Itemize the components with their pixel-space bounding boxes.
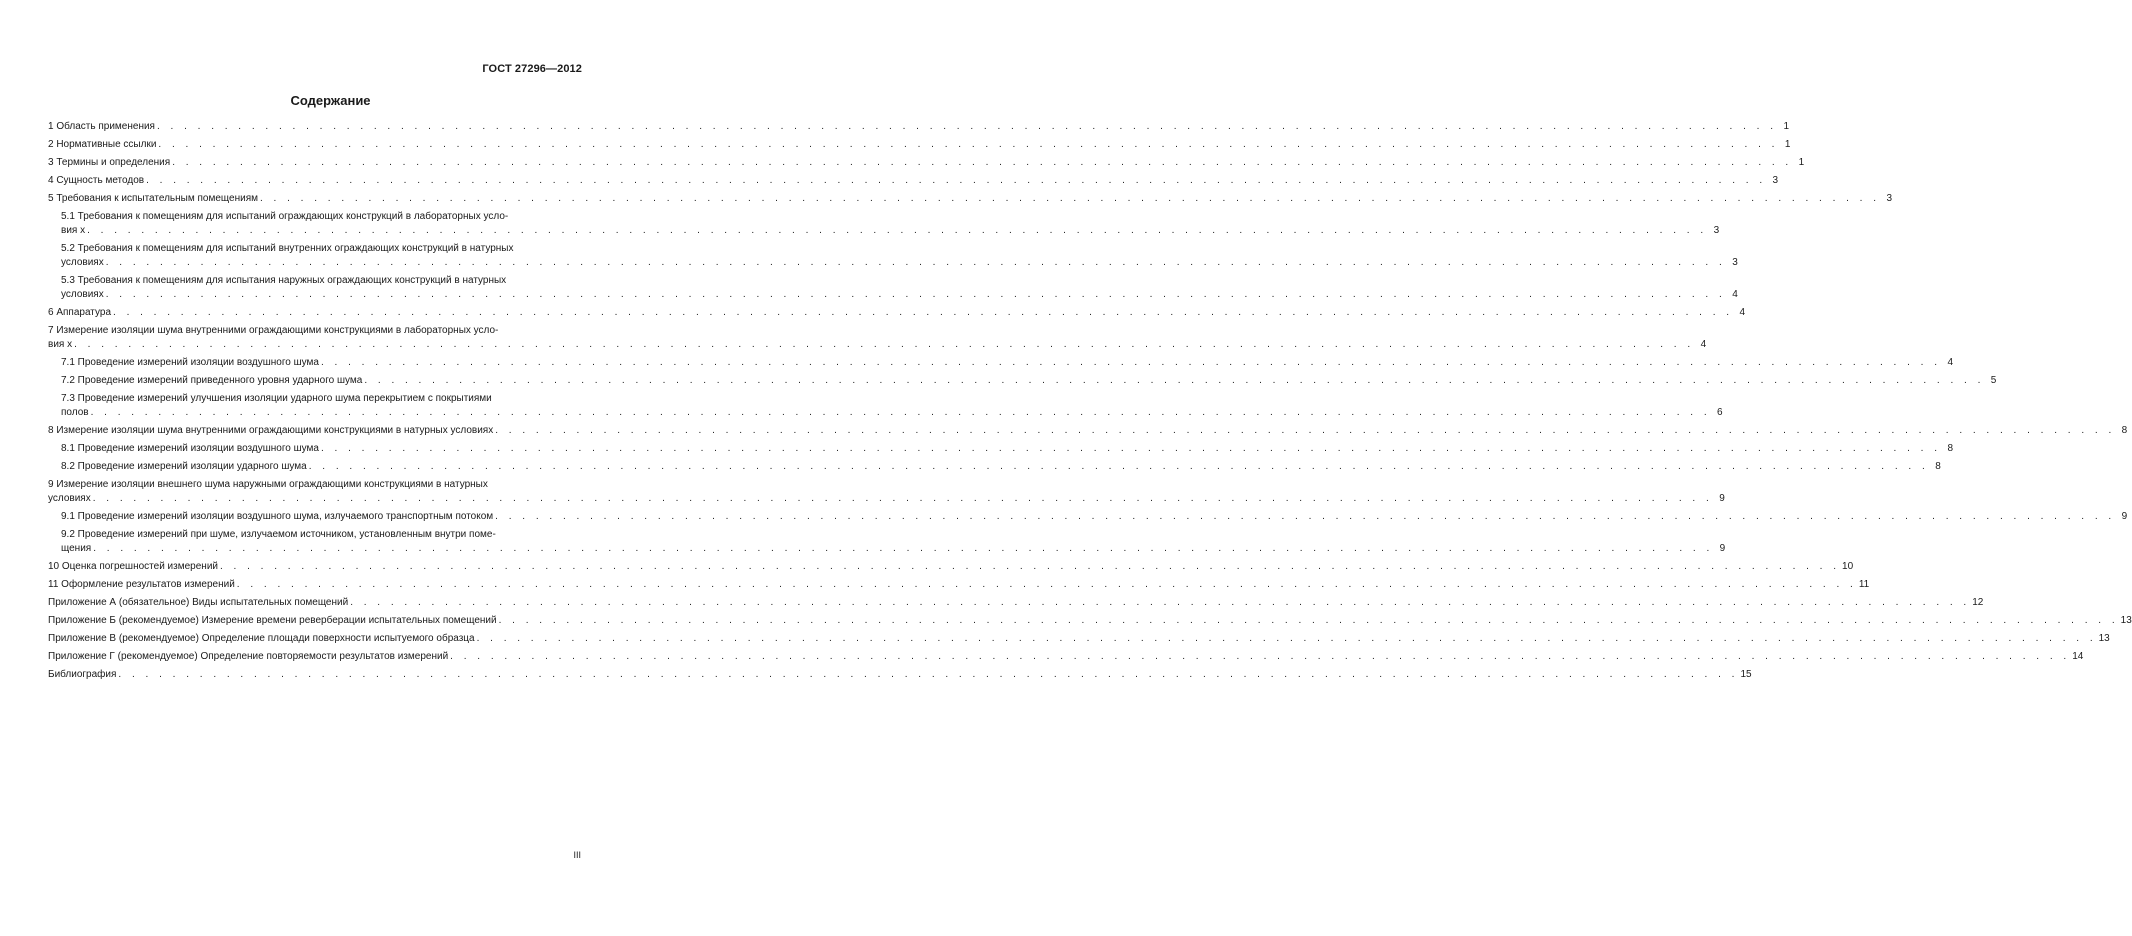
toc-entry-text: 2 Нормативные ссылки xyxy=(48,139,157,150)
toc-entry-text: 10 Оценка погрешностей измерений xyxy=(48,561,218,572)
dot-leader: . . . . . . . . . . . . . . . . . . . . . . . . . . . . . . . . . . . . . . . . . . . . . . . . . . . . . . . . . . . . . . . . . . . . . . . . . . . . . . . . . . . . . . . . . . . . . . . . . . . . . . . . . . . . . . . . . . . . . . . . xyxy=(172,157,1793,168)
document-code: ГОСТ 27296—2012 xyxy=(482,63,582,75)
toc-page-number: 8 xyxy=(1947,443,1954,454)
toc-entry-text: условиях xyxy=(61,257,104,268)
toc-page-number: 4 xyxy=(1732,289,1738,300)
toc-entry-text: условиях xyxy=(48,493,91,504)
toc-entry-text: 1 Область применения xyxy=(48,121,155,132)
dot-leader: . . . . . . . . . . . . . . . . . . . . . . . . . . . . . . . . . . . . . . . . . . . . . . . . . . . . . . . . . . . . . . . . . . . . . . . . . . . . . . . . . . . . . . . . . . . . . . . . . . . . . . . . . . . . . . . . . . . . . . . . xyxy=(146,175,1767,186)
toc-entry-text: вия х xyxy=(48,339,73,350)
toc-entry-text: 7.2 Проведение измерений приведенного уровня ударного шума xyxy=(61,375,363,386)
toc-entry[interactable] xyxy=(48,510,2128,524)
toc-page-number: 9 xyxy=(2121,511,2128,522)
dot-leader: . . . . . . . . . . . . . . . . . . . . . . . . . . . . . . . . . . . . . . . . . . . . . . . . . . . . . . . . . . . . . . . . . . . . . . . . . . . . . . . . . . . . . . . . . . . . . . . . . . . . . . . . . . . . . . . . . . . . . . . . xyxy=(74,339,1695,350)
toc-entry-text: Приложение Г (рекомендуемое) Определение повторяемости результатов измерений xyxy=(48,651,449,662)
toc-entry[interactable] xyxy=(48,374,1997,388)
toc-entry-text: Приложение В (рекомендуемое) Определение площади поверхности испытуемого образца xyxy=(48,633,475,644)
dot-leader: . . . . . . . . . . . . . . . . . . . . . . . . . . . . . . . . . . . . . . . . . . . . . . . . . . . . . . . . . . . . . . . . . . . . . . . . . . . . . . . . . . . . . . . . . . . . . . . . . . . . . . . . . . . . . . . . . . . . . . . . xyxy=(156,121,1777,132)
dot-leader: . . . . . . . . . . . . . . . . . . . . . . . . . . . . . . . . . . . . . . . . . . . . . . . . . . . . . . . . . . . . . . . . . . . . . . . . . . . . . . . . . . . . . . . . . . . . . . . . . . . . . . . . . . . . . . . . . . . . . . . . xyxy=(450,651,2071,662)
toc-entry[interactable] xyxy=(48,120,1789,134)
toc-page-number: 15 xyxy=(1740,669,1752,680)
toc-entry-text: 7.3 Проведение измерений улучшения изоляции ударного шума перекрытием с покрытиями xyxy=(61,393,492,404)
toc-page-number: 4 xyxy=(1700,339,1707,350)
page-number: III xyxy=(573,850,581,860)
dot-leader: . . . . . . . . . . . . . . . . . . . . . . . . . . . . . . . . . . . . . . . . . . . . . . . . . . . . . . . . . . . . . . . . . . . . . . . . . . . . . . . . . . . . . . . . . . . . . . . . . . . . . . . . . . . . . . . . . . . . . . . . xyxy=(350,597,1971,608)
toc-entry[interactable] xyxy=(48,442,1954,456)
dot-leader: . . . . . . . . . . . . . . . . . . . . . . . . . . . . . . . . . . . . . . . . . . . . . . . . . . . . . . . . . . . . . . . . . . . . . . . . . . . . . . . . . . . . . . . . . . . . . . . . . . . . . . . . . . . . . . . . . . . . . . . . xyxy=(113,307,1734,318)
toc-entry[interactable] xyxy=(48,138,1791,152)
toc-page-number: 6 xyxy=(1717,407,1723,418)
toc-page-number: 3 xyxy=(1772,175,1779,186)
toc-entry[interactable] xyxy=(48,460,1941,474)
toc-page-number: 4 xyxy=(1739,307,1746,318)
dot-leader: . . . . . . . . . . . . . . . . . . . . . . . . . . . . . . . . . . . . . . . . . . . . . . . . . . . . . . . . . . . . . . . . . . . . . . . . . . . . . . . . . . . . . . . . . . . . . . . . . . . . . . . . . . . . . . . . . . . . . . . . xyxy=(105,289,1726,300)
toc-entry-text: Приложение А (обязательное) Виды испытательных помещений xyxy=(48,597,349,608)
toc-entry-text: 9 Измерение изоляции внешнего шума наружными ограждающими конструкциями в натурных xyxy=(48,479,488,490)
toc-entry[interactable] xyxy=(48,614,2132,628)
toc-entry-text: 7 Измерение изоляции шума внутренними ограждающими конструкциями в лабораторных усло- xyxy=(48,325,499,336)
toc-entry-text: 9.2 Проведение измерений при шуме, излучаемом источником, установленным внутри поме- xyxy=(61,529,496,540)
toc-entry-text: 5.2 Требования к помещениям для испытаний внутренних ограждающих конструкций в натурных xyxy=(61,243,514,254)
toc-page-number: 1 xyxy=(1783,121,1789,132)
dot-leader: . . . . . . . . . . . . . . . . . . . . . . . . . . . . . . . . . . . . . . . . . . . . . . . . . . . . . . . . . . . . . . . . . . . . . . . . . . . . . . . . . . . . . . . . . . . . . . . . . . . . . . . . . . . . . . . . . . . . . . . . xyxy=(476,633,2097,644)
dot-leader: . . . . . . . . . . . . . . . . . . . . . . . . . . . . . . . . . . . . . . . . . . . . . . . . . . . . . . . . . . . . . . . . . . . . . . . . . . . . . . . . . . . . . . . . . . . . . . . . . . . . . . . . . . . . . . . . . . . . . . . . xyxy=(308,461,1929,472)
dot-leader: . . . . . . . . . . . . . . . . . . . . . . . . . . . . . . . . . . . . . . . . . . . . . . . . . . . . . . . . . . . . . . . . . . . . . . . . . . . . . . . . . . . . . . . . . . . . . . . . . . . . . . . . . . . . . . . . . . . . . . . . xyxy=(260,193,1881,204)
toc-page-number: 9 xyxy=(1719,493,1725,504)
toc-entry-text: 9.1 Проведение измерений изоляции воздушного шума, излучаемого транспортным потоком xyxy=(61,511,494,522)
toc-entry[interactable] xyxy=(48,156,1805,170)
dot-leader: . . . . . . . . . . . . . . . . . . . . . . . . . . . . . . . . . . . . . . . . . . . . . . . . . . . . . . . . . . . . . . . . . . . . . . . . . . . . . . . . . . . . . . . . . . . . . . . . . . . . . . . . . . . . . . . . . . . . . . . . xyxy=(320,357,1942,368)
toc-entry-text: условиях xyxy=(61,289,104,300)
toc-entry[interactable] xyxy=(48,650,2084,664)
toc-entry[interactable] xyxy=(48,242,1738,270)
dot-leader: . . . . . . . . . . . . . . . . . . . . . . . . . . . . . . . . . . . . . . . . . . . . . . . . . . . . . . . . . . . . . . . . . . . . . . . . . . . . . . . . . . . . . . . . . . . . . . . . . . . . . . . . . . . . . . . . . . . . . . . . xyxy=(158,139,1779,150)
toc-entry[interactable] xyxy=(48,632,2110,646)
page-title: Содержание xyxy=(290,93,371,108)
toc-page-number: 13 xyxy=(2120,615,2132,626)
toc-page-number: 9 xyxy=(1719,543,1726,554)
toc-entry[interactable] xyxy=(48,528,1726,556)
toc-entry-text: 5.1 Требования к помещениям для испытаний ограждающих конструкций в лабораторных усло- xyxy=(61,211,509,222)
dot-leader: . . . . . . . . . . . . . . . . . . . . . . . . . . . . . . . . . . . . . . . . . . . . . . . . . . . . . . . . . . . . . . . . . . . . . . . . . . . . . . . . . . . . . . . . . . . . . . . . . . . . . . . . . . . . . . . . . . . . . . . . xyxy=(320,443,1942,454)
toc-page-number: 12 xyxy=(1972,597,1984,608)
toc-entry-text: Библиография xyxy=(48,669,117,680)
toc-entry[interactable] xyxy=(48,324,1707,352)
toc-page-number: 11 xyxy=(1858,579,1870,590)
dot-leader: . . . . . . . . . . . . . . . . . . . . . . . . . . . . . . . . . . . . . . . . . . . . . . . . . . . . . . . . . . . . . . . . . . . . . . . . . . . . . . . . . . . . . . . . . . . . . . . . . . . . . . . . . . . . . . . . . . . . . . . . xyxy=(236,579,1857,590)
dot-leader: . . . . . . . . . . . . . . . . . . . . . . . . . . . . . . . . . . . . . . . . . . . . . . . . . . . . . . . . . . . . . . . . . . . . . . . . . . . . . . . . . . . . . . . . . . . . . . . . . . . . . . . . . . . . . . . . . . . . . . . . xyxy=(118,669,1739,680)
toc-page-number: 8 xyxy=(2121,425,2128,436)
toc-entry-text: 8.2 Проведение измерений изоляции ударного шума xyxy=(61,461,307,472)
toc-page-number: 1 xyxy=(1784,139,1791,150)
toc-page-number: 3 xyxy=(1886,193,1893,204)
toc-entry-text: вия х xyxy=(61,225,86,236)
toc-entry-text: щения xyxy=(61,543,92,554)
toc-page-number: 8 xyxy=(1935,461,1941,472)
toc-entry[interactable] xyxy=(48,392,1723,420)
toc-entry[interactable] xyxy=(48,560,1854,574)
toc-entry-text: 3 Термины и определения xyxy=(48,157,171,168)
toc-entry-text: 5.3 Требования к помещениям для испытания наружных ограждающих конструкций в натурных xyxy=(61,275,507,286)
toc-page-number: 3 xyxy=(1732,257,1738,268)
toc-entry-text: 8 Измерение изоляции шума внутренними ограждающими конструкциями в натурных условиях xyxy=(48,425,494,436)
toc-page-number: 3 xyxy=(1713,225,1720,236)
dot-leader: . . . . . . . . . . . . . . . . . . . . . . . . . . . . . . . . . . . . . . . . . . . . . . . . . . . . . . . . . . . . . . . . . . . . . . . . . . . . . . . . . . . . . . . . . . . . . . . . . . . . . . . . . . . . . . . . . . . . . . . . xyxy=(495,425,2116,436)
toc-page-number: 5 xyxy=(1990,375,1997,386)
toc-entry-text: 11 Оформление результатов измерений xyxy=(48,579,235,590)
toc-entry[interactable] xyxy=(48,274,1738,302)
toc-page-number: 14 xyxy=(2072,651,2084,662)
toc-entry-text: 8.1 Проведение измерений изоляции воздушного шума xyxy=(61,443,319,454)
toc-page-number: 13 xyxy=(2098,633,2110,644)
dot-leader: . . . . . . . . . . . . . . . . . . . . . . . . . . . . . . . . . . . . . . . . . . . . . . . . . . . . . . . . . . . . . . . . . . . . . . . . . . . . . . . . . . . . . . . . . . . . . . . . . . . . . . . . . . . . . . . . . . . . . . . . xyxy=(495,511,2116,522)
toc-page-number: 1 xyxy=(1798,157,1805,168)
dot-leader: . . . . . . . . . . . . . . . . . . . . . . . . . . . . . . . . . . . . . . . . . . . . . . . . . . . . . . . . . . . . . . . . . . . . . . . . . . . . . . . . . . . . . . . . . . . . . . . . . . . . . . . . . . . . . . . . . . . . . . . . xyxy=(498,615,2119,626)
toc-entry[interactable] xyxy=(48,174,1779,188)
toc-entry-text: 6 Аппаратура xyxy=(48,307,112,318)
toc-entry-text: 5 Требования к испытательным помещениям xyxy=(48,193,258,204)
toc-entry[interactable] xyxy=(48,668,1752,682)
dot-leader: . . . . . . . . . . . . . . . . . . . . . . . . . . . . . . . . . . . . . . . . . . . . . . . . . . . . . . . . . . . . . . . . . . . . . . . . . . . . . . . . . . . . . . . . . . . . . . . . . . . . . . . . . . . . . . . . . . . . . . . . xyxy=(364,375,1985,386)
toc-entry[interactable] xyxy=(48,478,1725,506)
dot-leader: . . . . . . . . . . . . . . . . . . . . . . . . . . . . . . . . . . . . . . . . . . . . . . . . . . . . . . . . . . . . . . . . . . . . . . . . . . . . . . . . . . . . . . . . . . . . . . . . . . . . . . . . . . . . . . . . . . . . . . . . xyxy=(90,407,1711,418)
toc-entry[interactable] xyxy=(48,306,1746,320)
toc-entry[interactable] xyxy=(48,578,1870,592)
toc-page-number: 10 xyxy=(1842,561,1854,572)
toc-entry-text: Приложение Б (рекомендуемое) Измерение времени реверберации испытательных помещений xyxy=(48,615,497,626)
dot-leader: . . . . . . . . . . . . . . . . . . . . . . . . . . . . . . . . . . . . . . . . . . . . . . . . . . . . . . . . . . . . . . . . . . . . . . . . . . . . . . . . . . . . . . . . . . . . . . . . . . . . . . . . . . . . . . . . . . . . . . . . xyxy=(87,225,1708,236)
toc-entry-text: полов xyxy=(61,407,89,418)
toc-entry[interactable] xyxy=(48,596,1984,610)
dot-leader: . . . . . . . . . . . . . . . . . . . . . . . . . . . . . . . . . . . . . . . . . . . . . . . . . . . . . . . . . . . . . . . . . . . . . . . . . . . . . . . . . . . . . . . . . . . . . . . . . . . . . . . . . . . . . . . . . . . . . . . . xyxy=(220,561,1841,572)
toc-entry[interactable] xyxy=(48,424,2128,438)
dot-leader: . . . . . . . . . . . . . . . . . . . . . . . . . . . . . . . . . . . . . . . . . . . . . . . . . . . . . . . . . . . . . . . . . . . . . . . . . . . . . . . . . . . . . . . . . . . . . . . . . . . . . . . . . . . . . . . . . . . . . . . . xyxy=(105,257,1726,268)
toc-entry-text: 7.1 Проведение измерений изоляции воздушного шума xyxy=(61,357,319,368)
toc-entry[interactable] xyxy=(48,210,1720,238)
toc-entry[interactable] xyxy=(48,192,1893,206)
toc-entry[interactable] xyxy=(48,356,1954,370)
dot-leader: . . . . . . . . . . . . . . . . . . . . . . . . . . . . . . . . . . . . . . . . . . . . . . . . . . . . . . . . . . . . . . . . . . . . . . . . . . . . . . . . . . . . . . . . . . . . . . . . . . . . . . . . . . . . . . . . . . . . . . . . xyxy=(93,543,1714,554)
table-of-contents xyxy=(48,120,2132,686)
toc-entry-text: 4 Сущность методов xyxy=(48,175,145,186)
dot-leader: . . . . . . . . . . . . . . . . . . . . . . . . . . . . . . . . . . . . . . . . . . . . . . . . . . . . . . . . . . . . . . . . . . . . . . . . . . . . . . . . . . . . . . . . . . . . . . . . . . . . . . . . . . . . . . . . . . . . . . . . xyxy=(92,493,1713,504)
toc-page-number: 4 xyxy=(1947,357,1954,368)
